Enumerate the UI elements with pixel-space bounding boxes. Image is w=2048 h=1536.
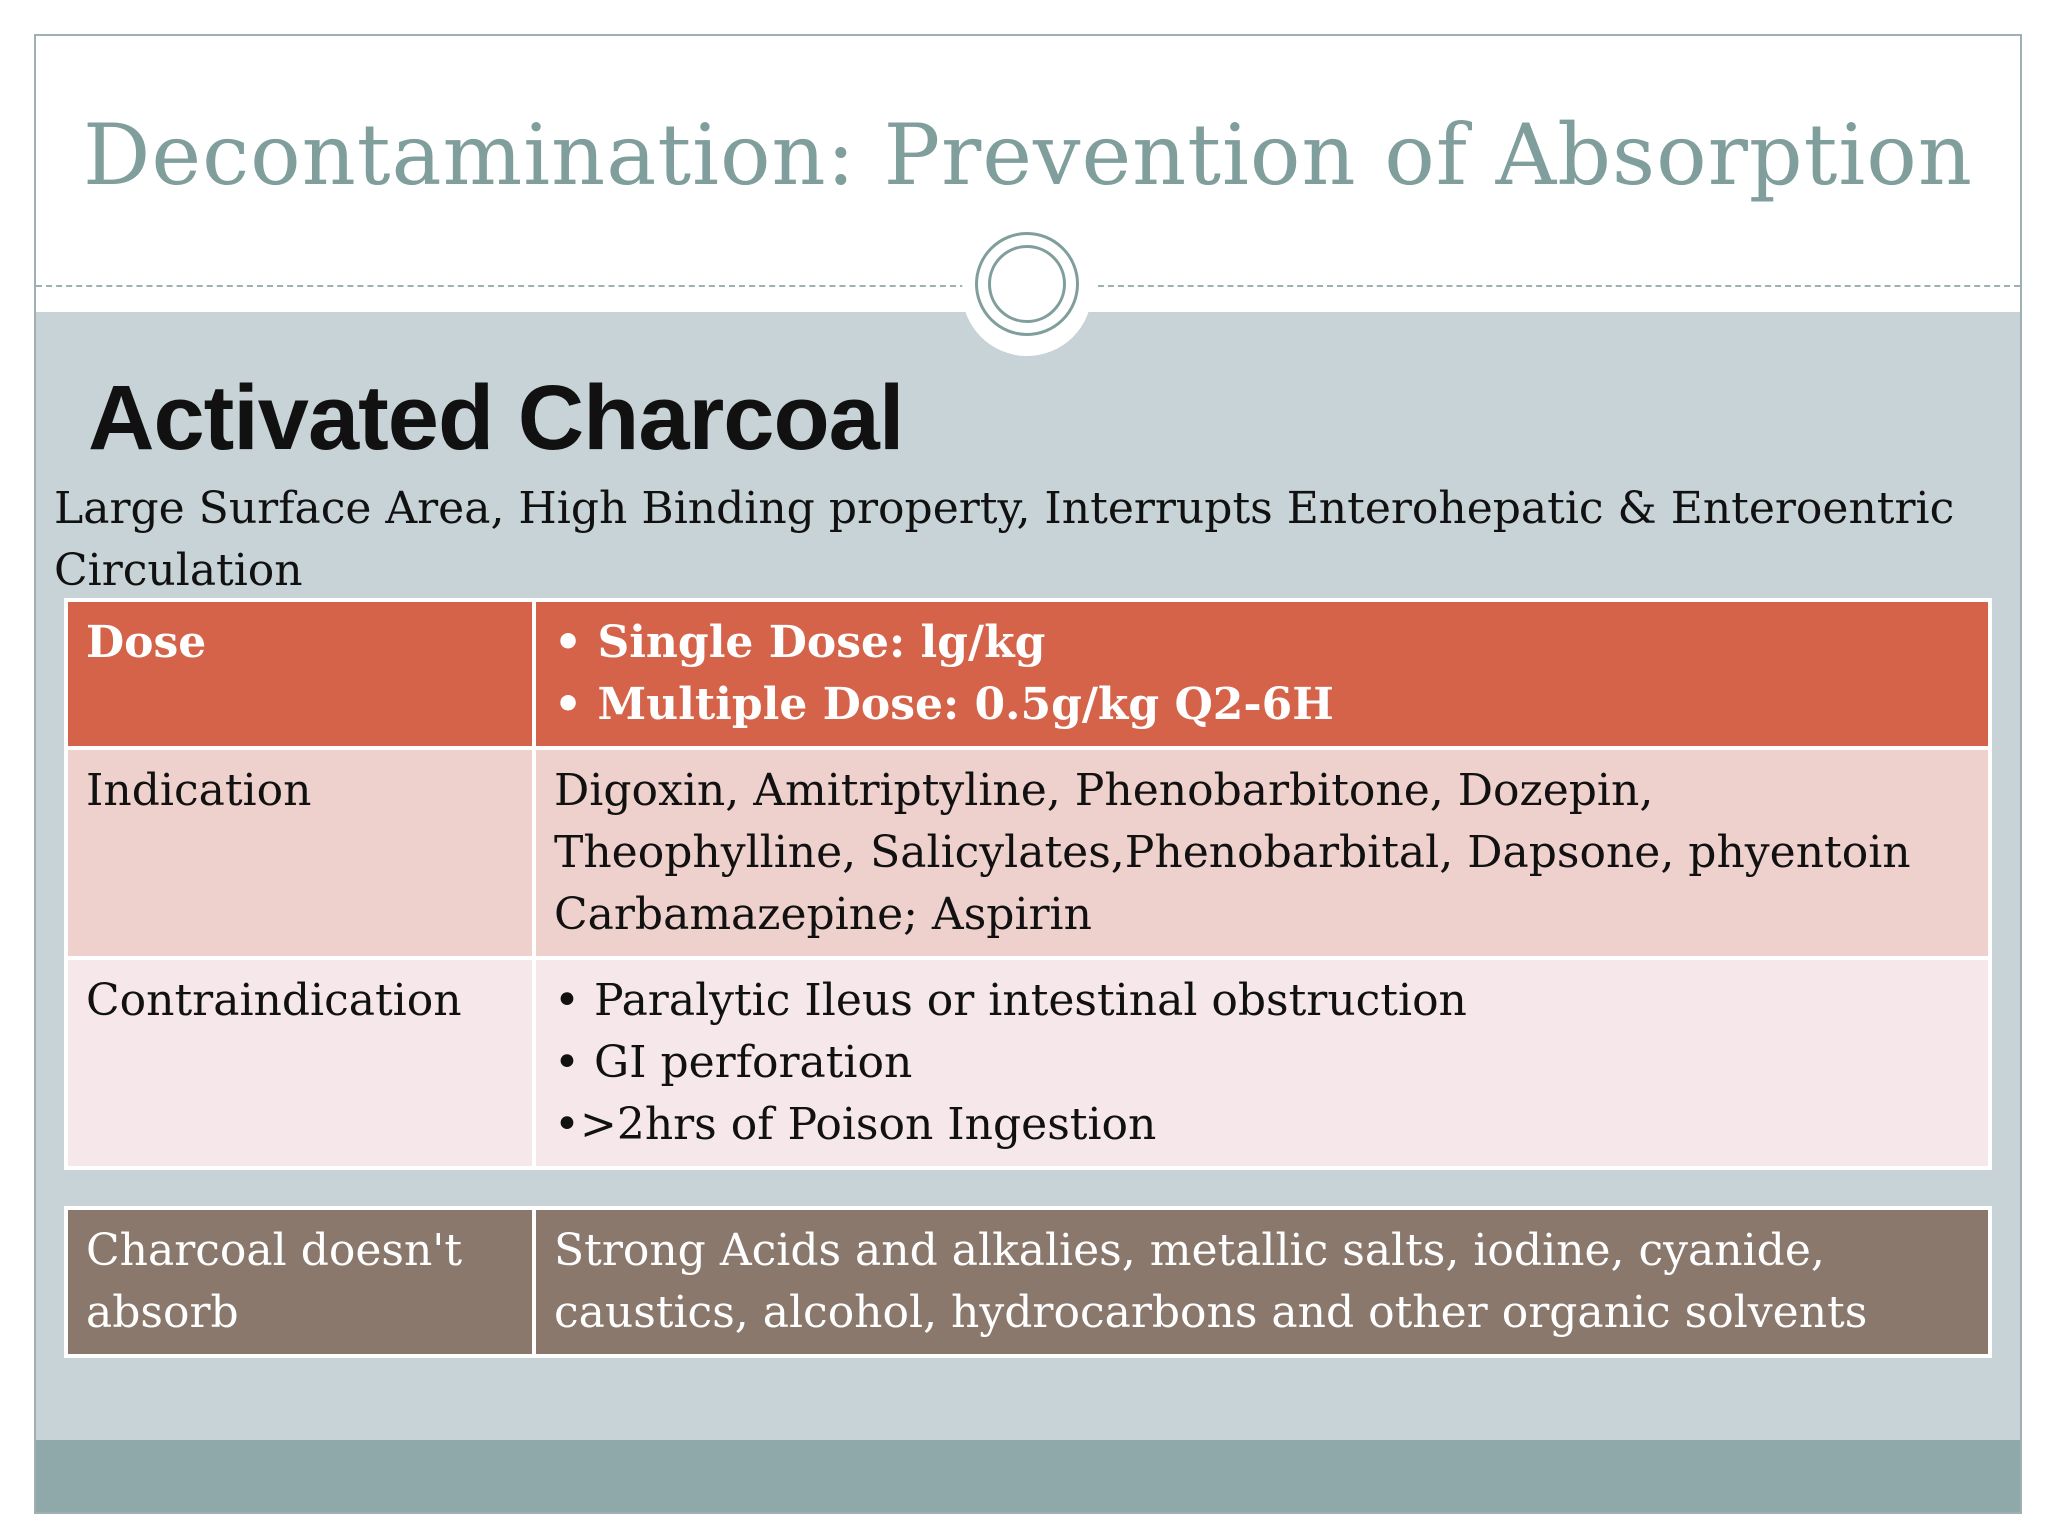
indication-line: Digoxin, Amitriptyline, Phenobarbitone, Dozepin, (554, 765, 1654, 816)
dose-line: • Single Dose: lg/kg (554, 617, 1046, 668)
contraindication-line: • GI perforation (554, 1037, 913, 1088)
table-row-indication (66, 748, 1990, 958)
non-absorbed-table (64, 1206, 1992, 1358)
circle-ornament-icon (975, 232, 1079, 336)
charcoal-info-table (64, 598, 1992, 1170)
table-row-not-absorbed (66, 1208, 1990, 1356)
slide-title: Decontamination: Prevention of Absorption (83, 106, 1973, 204)
indication-line: Theophylline, Salicylates,Phenobarbital, Dapsone, phyentoin (554, 827, 1911, 878)
not-absorbed-label-line: absorb (86, 1287, 239, 1338)
footer-band (36, 1440, 2020, 1512)
contraindication-line: •>2hrs of Poison Ingestion (554, 1099, 1157, 1150)
title-divider-left (36, 285, 966, 287)
indication-line: Carbamazepine; Aspirin (554, 889, 1092, 940)
title-divider-right (1098, 285, 2020, 287)
table-row-contraindication (66, 958, 1990, 1168)
indication-value (534, 748, 1990, 958)
contraindication-line: • Paralytic Ileus or intestinal obstruction (554, 975, 1467, 1026)
not-absorbed-value (534, 1208, 1990, 1356)
circle-ornament-inner (988, 245, 1066, 323)
section-heading: Activated Charcoal (88, 367, 904, 469)
not-absorbed-line: caustics, alcohol, hydrocarbons and other organic solvents (554, 1287, 1868, 1338)
contraindication-value (534, 958, 1990, 1168)
contraindication-label: Contraindication (66, 958, 534, 1168)
indication-label: Indication (66, 748, 534, 958)
section-subtitle: Large Surface Area, High Binding property, Interrupts Enterohepatic & Enteroentric Circulation (54, 483, 1955, 596)
slide (34, 34, 2022, 1514)
dose-label: Dose (66, 600, 534, 748)
dose-value (534, 600, 1990, 748)
not-absorbed-label (66, 1208, 534, 1356)
table-row-dose (66, 600, 1990, 748)
not-absorbed-line: Strong Acids and alkalies, metallic salts, iodine, cyanide, (554, 1225, 1825, 1276)
dose-line: • Multiple Dose: 0.5g/kg Q2-6H (554, 679, 1334, 730)
not-absorbed-label-line: Charcoal doesn't (86, 1225, 463, 1276)
